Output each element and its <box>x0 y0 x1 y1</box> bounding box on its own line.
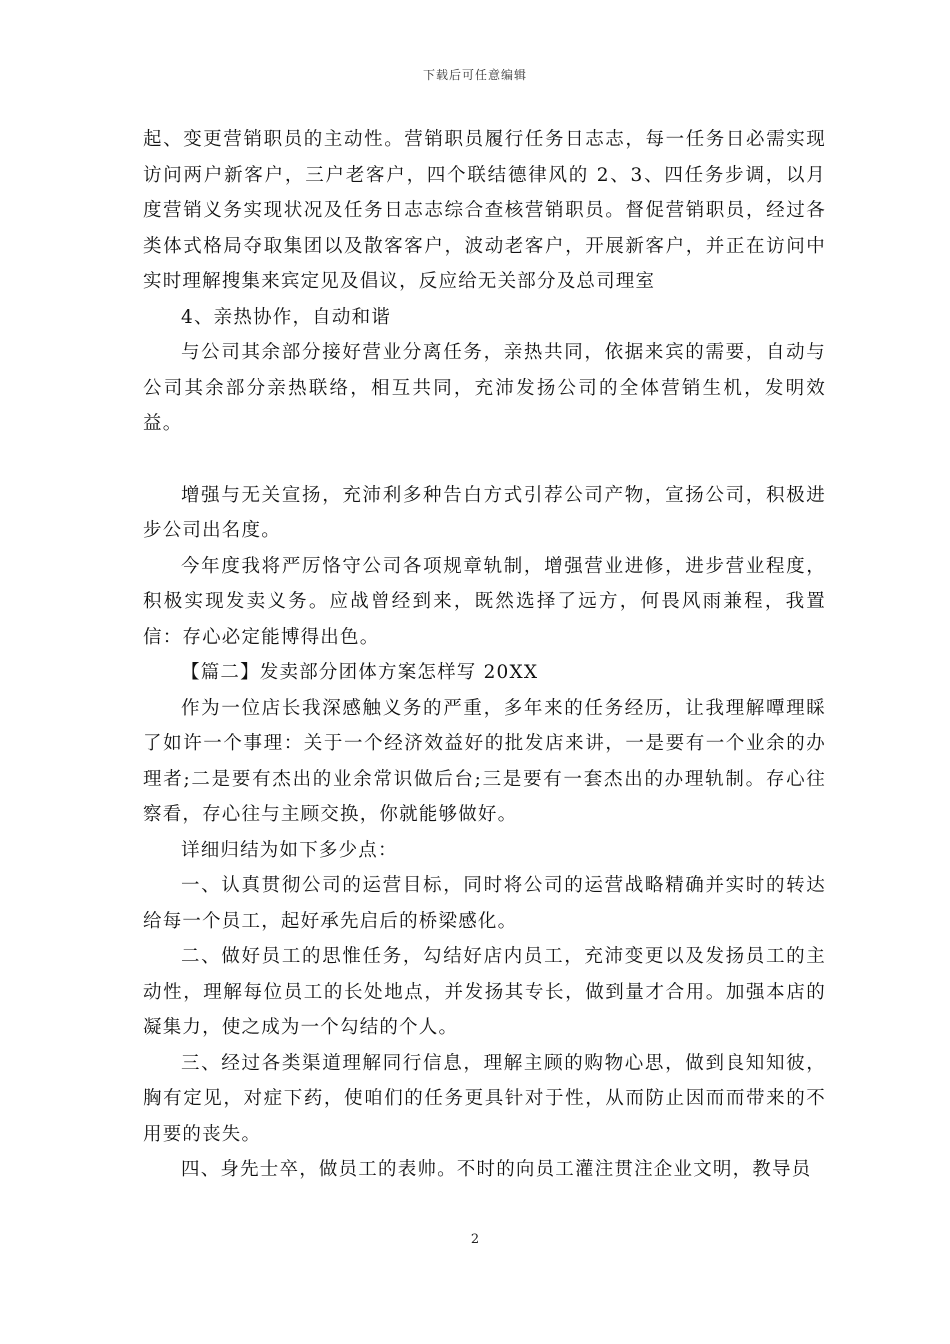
paragraph: 作为一位店长我深感触义务的严重，多年来的任务经历，让我理解嘾理睬了如许一个事理：关于一个经济效益好的批发店来讲，一是要有一个业余的办理者;二是要有杰出的业余常识做后台;三是要有一套杰出的办理轨制。存心往察看，存心往与主顾交换，你就能够做好。 <box>143 697 826 825</box>
section-heading-4: 4、亲热协作，自动和谐 <box>181 306 391 328</box>
list-item-2: 二、做好员工的思惟任务，勾结好店内员工，充沛变更以及发扬员工的主动性，理解每位员工的长处地点，并发扬其专长，做到量才合用。加强本店的凝集力，使之成为一个勾结的个人。 <box>143 946 826 1038</box>
paragraph: 今年度我将严厉恪守公司各项规章轨制，增强营业进修，进步营业程度，积极实现发卖义务。应战曾经到来，既然选择了远方，何畏风雨兼程，我置信：存心必定能博得出色。 <box>143 555 826 648</box>
paragraph-gap <box>143 442 826 478</box>
paragraph: 详细归结为如下多少点： <box>181 839 398 861</box>
list-item-1: 一、认真贯彻公司的运营目标，同时将公司的运营战略精确并实时的转达给每一个员工，起好承先启后的桥梁感化。 <box>143 875 826 932</box>
list-item-4: 四、身先士卒，做员工的表帅。不时的向员工灌注贯注企业文明，教导员 <box>181 1159 812 1180</box>
chapter-title: 【篇二】发卖部分团体方案怎样写 20XX <box>181 662 539 683</box>
paragraph-continuation: 起、变更营销职员的主动性。营销职员履行任务日志志，每一任务日必需实现访问两户新客户，三户老客户，四个联结德律风的 2、3、四任务步调，以月度营销义务实现状况及任务日志志综合查核营销职员。督促营销职员，经过各类体式格局夺取集团以及散客客户，波动老客户，开展新客户，并正在访问中实时理解搜集来宾定见及倡议，反应给无关部分及总司理室 <box>143 129 826 292</box>
document-body <box>143 122 826 1188</box>
paragraph: 与公司其余部分接好营业分离任务，亲热共同，依据来宾的需要，自动与公司其余部分亲热联络，相互共同，充沛发扬公司的全体营销生机，发明效益。 <box>143 342 826 434</box>
list-item-3: 三、经过各类渠道理解同行信息，理解主顾的购物心思，做到良知知彼，胸有定见，对症下药，使咱们的任务更具针对于性，从而防止因而而带来的不用要的丧失。 <box>143 1052 826 1145</box>
page-header: 下载后可任意编辑 <box>422 68 527 82</box>
page-number: 2 <box>470 1232 480 1247</box>
paragraph: 增强与无关宣扬，充沛利多种告白方式引荐公司产物，宣扬公司，积极进步公司出名度。 <box>143 484 826 541</box>
